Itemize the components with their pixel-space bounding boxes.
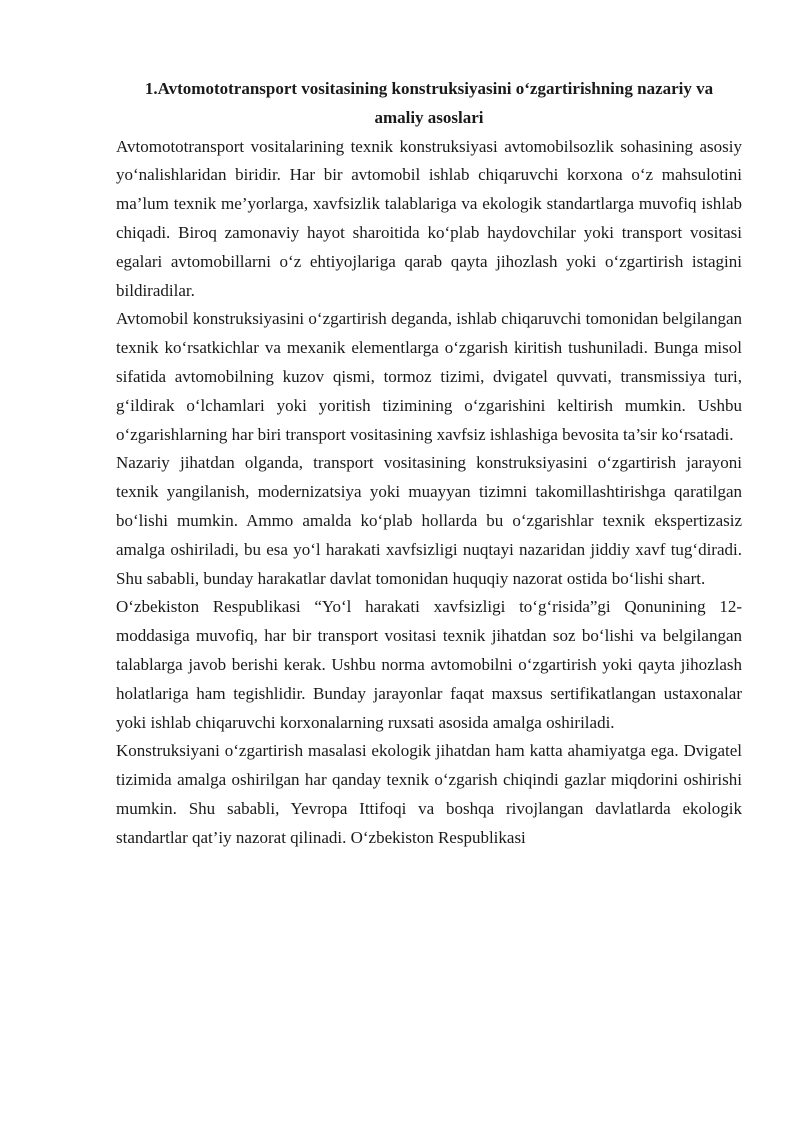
paragraph-1: Avtomototransport vositalarining texnik konstruksiyasi avtomobilsozlik sohasining asosiy yo‘nalishlaridan biridir. Har bir avtomobil ishlab chiqaruvchi korxona o‘z mahsulotini ma’lum texnik me’yorlarga, xavfsizlik talablariga va ekologik standartlarga muvofiq ishlab chiqadi. Biroq zamonaviy hayot sharoitida ko‘plab haydovchilar yoki transport vositasi egalari avtomobillarni o‘z ehtiyojlariga qarab qayta jihozlash yoki o‘zgartirish istagini bildiradilar. bbox=[116, 136, 742, 300]
document-title: 1.Avtomototransport vositasining konstruksiyasini o‘zgartirishning nazariy va amaliy asoslari bbox=[144, 79, 714, 127]
paragraph-3: Nazariy jihatdan olganda, transport vositasining konstruksiyasini o‘zgartirish jarayoni texnik yangilanish, modernizatsiya yoki muayyan tizimni takomillashtirishga qaratilgan bo‘lishi mumkin. Ammo amalda ko‘plab hollarda bu o‘zgarishlar texnik ekspertizasiz amalga oshiriladi, bu esa yo‘l harakati xavfsizligi nuqtayi nazaridan jiddiy xavf tug‘diradi. Shu sababli, bunday harakatlar davlat tomonidan huquqiy nazorat ostida bo‘lishi shart. bbox=[116, 453, 742, 588]
paragraph-5: Konstruksiyani o‘zgartirish masalasi ekologik jihatdan ham katta ahamiyatga ega. Dvigatel tizimida amalga oshirilgan har qanday texnik o‘zgarish chiqindi gazlar miqdorini oshirishi mumkin. Shu sababli, Yevropa Ittifoqi va boshqa rivojlangan davlatlarda ekologik standartlar qat’iy nazorat qilinadi. O‘zbekiston Respublikasi bbox=[116, 741, 742, 847]
paragraph-2: Avtomobil konstruksiyasini o‘zgartirish deganda, ishlab chiqaruvchi tomonidan belgilangan texnik ko‘rsatkichlar va mexanik elementlarga o‘zgarish kiritish tushuniladi. Bunga misol sifatida avtomobilning kuzov qismi, tormoz tizimi, dvigatel quvvati, transmissiya turi, g‘ildirak o‘lchamlari yoki yoritish tizimining o‘zgarishini keltirish mumkin. Ushbu o‘zgarishlarning har biri transport vositasining xavfsiz ishlashiga bevosita ta’sir ko‘rsatadi. bbox=[116, 309, 742, 444]
document-page bbox=[116, 75, 742, 853]
paragraph-4: O‘zbekiston Respublikasi “Yo‘l harakati xavfsizligi to‘g‘risida”gi Qonunining 12-moddasiga muvofiq, har bir transport vositasi texnik jihatdan soz bo‘lishi va belgilangan talablarga javob berishi kerak. Ushbu norma avtomobilni o‘zgartirish yoki qayta jihozlash holatlariga ham tegishlidir. Bunday jarayonlar faqat maxsus sertifikatlangan ustaxonalar yoki ishlab chiqaruvchi korxonalarning ruxsati asosida amalga oshiriladi. bbox=[116, 597, 742, 732]
